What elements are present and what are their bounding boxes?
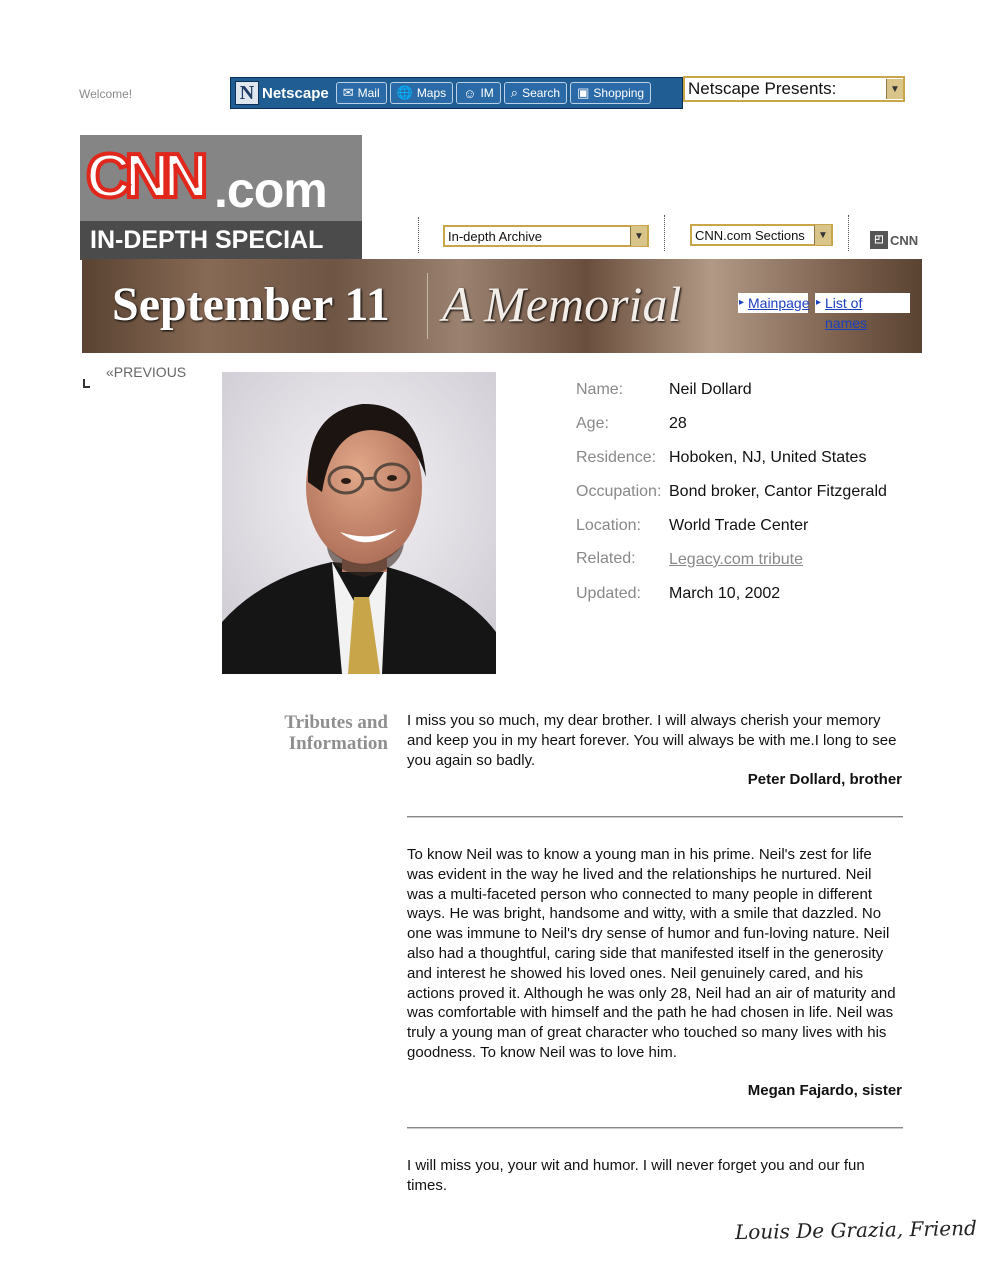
maps-button[interactable] <box>390 82 454 104</box>
shopping-button[interactable] <box>570 82 651 104</box>
mail-icon: ✉ <box>342 85 354 100</box>
occupation-label: Occupation: <box>576 483 662 500</box>
updated-label: Updated: <box>576 585 641 602</box>
tribute-text: I miss you so much, my dear brother. I will always cherish your memory and keep you in my heart forever. You will always be with me.I long to see you again so badly. <box>407 712 897 769</box>
search-button[interactable] <box>504 82 567 104</box>
tributes-heading-line1: Tributes and <box>284 712 388 733</box>
banner-title-memorial: A Memorial <box>442 276 682 332</box>
tributes-heading-line2: Information <box>288 733 388 754</box>
occupation-value: Bond broker, Cantor Fitzgerald <box>669 483 887 500</box>
divider <box>407 1127 903 1129</box>
cnn-sections-value: CNN.com Sections <box>695 227 805 243</box>
netscape-toolbar <box>230 77 683 109</box>
handwritten-signature: Louis De Grazia, Friend <box>734 1215 978 1245</box>
search-icon: ⌕ <box>510 85 519 100</box>
netscape-presents-value: Netscape Presents: <box>688 79 837 98</box>
divider <box>848 215 850 251</box>
netscape-brand[interactable]: Netscape <box>262 84 329 102</box>
shopping-label: Shopping <box>593 86 645 100</box>
mail-button[interactable] <box>336 82 387 104</box>
divider <box>407 816 903 818</box>
residence-label: Residence: <box>576 449 657 466</box>
in-depth-archive-select[interactable] <box>443 225 649 247</box>
divider <box>418 217 420 253</box>
age-label: Age: <box>576 415 609 432</box>
cnn-sections-select[interactable] <box>690 224 833 246</box>
im-button[interactable] <box>456 82 501 104</box>
netscape-logo-icon[interactable]: N <box>235 81 259 105</box>
cnn-logo-dotcom: .com <box>214 162 327 218</box>
shopping-bag-icon: ▣ <box>577 85 590 100</box>
portrait-illustration <box>222 372 496 674</box>
welcome-text: Welcome! <box>79 87 133 101</box>
portrait-photo <box>222 372 496 674</box>
chevron-down-icon: ▼ <box>886 79 903 99</box>
mail-label: Mail <box>357 86 380 100</box>
location-label: Location: <box>576 517 641 534</box>
cnn-home-link[interactable] <box>870 231 918 249</box>
chevron-down-icon: ▼ <box>630 226 647 246</box>
updated-value: March 10, 2002 <box>669 585 781 602</box>
list-of-names-link[interactable]: ▸ List of names <box>815 293 910 313</box>
mainpage-link[interactable]: ▸ Mainpage <box>738 293 808 313</box>
im-icon: ☺ <box>463 85 477 101</box>
related-label: Related: <box>576 550 636 567</box>
banner-title-date: September 11 <box>112 278 390 331</box>
name-value: Neil Dollard <box>669 381 752 398</box>
maps-label: Maps <box>416 86 447 100</box>
location-value: World Trade Center <box>669 517 809 534</box>
legacy-tribute-link[interactable]: Legacy.com tribute <box>669 551 803 568</box>
cnn-small-logo-icon: ◰ <box>870 231 888 249</box>
tribute-text: To know Neil was to know a young man in his prime. Neil's zest for life was evident in the way he lived and the relationships he nurtured. Neil was a multi-faceted person who connected to many people in different ways. He was bright, handsome and witty, with a smile that dazzled. No one was immune to Neil's dry sense of humor and fun-loving nature. Neil also had a thoughtful, caring side that manifested itself in the generosity and interest he showed his loved ones. Neil genuinely cared, and his actions proved it. Although he was only 28, Neil had an air of maturity and was comfortable with himself and the path he had chosen in life. Neil was truly a young man of great character who touched so many lives with his goodness. To know Neil was to love him. <box>407 846 896 1061</box>
netscape-presents-select[interactable] <box>683 76 905 102</box>
previous-link[interactable]: «PREVIOUS <box>106 364 187 380</box>
globe-icon: 🌐 <box>396 85 413 100</box>
in-depth-archive-value: In-depth Archive <box>448 228 542 244</box>
memorial-banner <box>82 259 922 353</box>
residence-value: Hoboken, NJ, United States <box>669 449 867 466</box>
divider <box>664 215 666 251</box>
tributes-heading <box>240 712 388 754</box>
tribute-signature: Megan Fajardo, sister <box>747 1082 902 1099</box>
tribute-signature: Peter Dollard, brother <box>747 771 902 788</box>
cnn-logo-word: CNN <box>86 142 203 211</box>
name-label: Name: <box>576 381 624 398</box>
corner-mark <box>83 379 90 388</box>
cnn-small-logo-text: CNN <box>890 232 919 248</box>
in-depth-special-label: IN-DEPTH SPECIAL <box>80 221 362 260</box>
age-value: 28 <box>669 415 687 432</box>
cnn-logo[interactable] <box>80 135 362 260</box>
tribute-text: I will miss you, your wit and humor. I will never forget you and our fun times. <box>407 1157 865 1194</box>
search-label: Search <box>522 86 561 100</box>
chevron-down-icon: ▼ <box>814 225 831 245</box>
im-label: IM <box>480 86 494 100</box>
banner-divider <box>427 273 428 339</box>
